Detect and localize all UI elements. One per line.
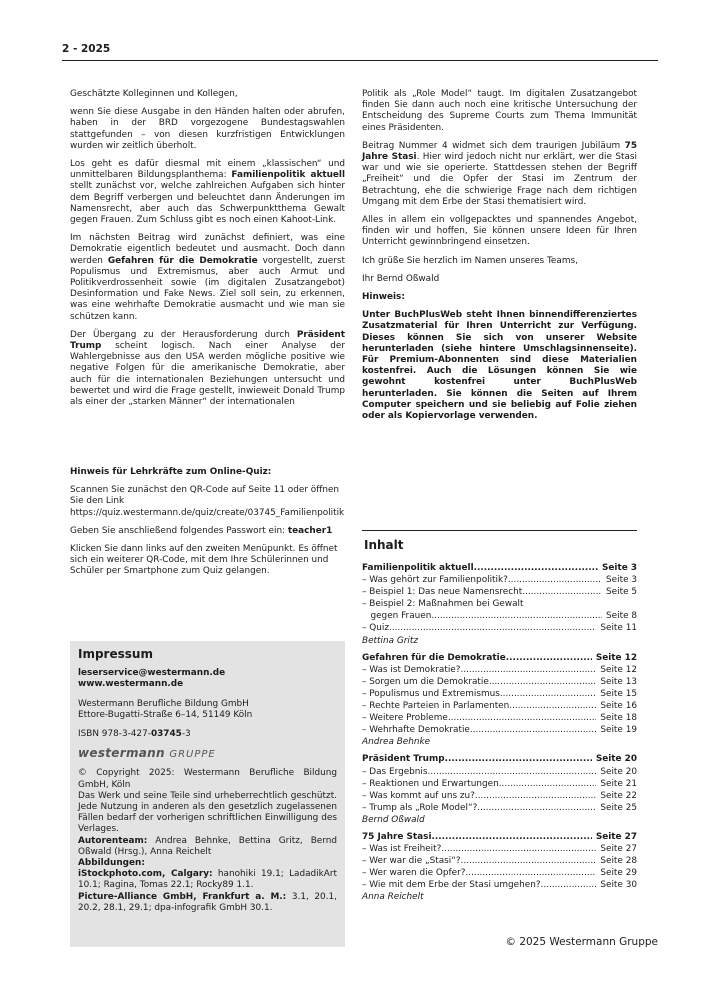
quiz-paragraph: Klicken Sie dann links auf den zweiten Menüpunkt. Es öffnet sich ein weiterer QR-Code, mit dem Ihre Schülerinnen und Schüler per Smartphone zum Quiz gelangen. xyxy=(70,544,338,577)
toc-page-number: Seite 28 xyxy=(600,856,637,867)
toc-entry[interactable]: – Was ist Demokratie? ..... Seite 12 xyxy=(362,664,637,676)
toc-page-number: Seite 13 xyxy=(600,676,637,687)
toc-page-number: Seite 12 xyxy=(600,664,637,675)
toc-entry[interactable]: – Weitere Probleme ..... Seite 18 xyxy=(362,712,637,724)
toc-page-number: Seite 16 xyxy=(600,701,637,712)
toc-entry[interactable]: – Das Ergebnis ..... Seite 20 xyxy=(362,766,637,778)
toc-page-number: Seite 3 xyxy=(602,563,637,573)
toc-entry[interactable]: – Was kommt auf uns zu? ..... Seite 22 xyxy=(362,790,637,802)
image-credit: Picture-Alliance GmbH, Frankfurt a. M.: 3.1, 20.1, 20.2, 28.1, 29.1; dpa-infografik GmbH 30.1. xyxy=(78,891,337,913)
toc-page-number: Seite 20 xyxy=(595,754,637,765)
toc-entry[interactable]: – Was ist Freiheit? ..... Seite 27 xyxy=(362,843,637,855)
logo-main: westermann xyxy=(78,746,165,761)
toc-entry[interactable]: – Was gehört zur Familienpolitik? ..... Seite 3 xyxy=(362,574,637,586)
toc-entry[interactable]: – Wie mit dem Erbe der Stasi umgehen? ..... Seite 30 xyxy=(362,879,637,891)
toc-entry[interactable]: – Reaktionen und Erwartungen ..... Seite 21 xyxy=(362,778,637,790)
logo-sub: GRUPPE xyxy=(169,749,216,761)
toc-entry[interactable]: – Quiz ..... Seite 11 xyxy=(362,622,637,634)
toc-author: Bettina Gritz xyxy=(362,635,418,646)
editorial-paragraph: Alles in allem ein vollgepacktes und spannendes Angebot, finden wir und hoffen, Sie können unsere Ideen für Ihren Unterricht gewinnbringend einsetzen. xyxy=(362,215,637,248)
isbn: ISBN 978-3-427-03745-3 xyxy=(78,729,191,740)
impressum-address: Westermann Berufliche Bildung GmbH Ettore-Bugatti-Straße 6–14, 51149 Köln xyxy=(78,698,253,720)
toc-page-number: Seite 21 xyxy=(600,778,637,789)
editorial-paragraph: Der Übergang zu der Herausforderung durch Präsident Trump scheint logisch. Nach einer Analyse der Wahlergebnisse aus den USA werden mögliche positive wie negative Folgen für die amerikanische Demokratie, aber auch für die internationalen Beziehungen untersucht und bewertet und wird die Frage gestellt, inwieweit Donald Trump als einer der „starken Männer“ der internationalen xyxy=(70,329,345,408)
toc-section-heading[interactable]: Familienpolitik aktuell ..... Seite 3 xyxy=(362,562,637,574)
toc-page-number: Seite 29 xyxy=(600,868,637,879)
toc-page-number: Seite 19 xyxy=(600,725,637,736)
toc-entry[interactable]: – Trump als „Role Model“? ..... Seite 25 xyxy=(362,802,637,814)
web-link[interactable]: www.westermann.de xyxy=(78,679,184,690)
toc-page-number: Seite 27 xyxy=(595,831,637,842)
note-text: Unter BuchPlusWeb steht Ihnen binnendifferenziertes Zusatzmaterial für Ihren Unterricht zur Verfügung. Dieses können Sie sich von unserer Website herunterladen (siehe hintere Umschlagsinnenseite). Für Premium-Abonnenten sind diese Materialien kostenfrei. Auch die Lösungen können Sie wie gewohnt kostenfrei unter BuchPlusWeb herunterladen. Sie können die Seiten auf Ihrem Computer speichern und sie beliebig auf Folie ziehen oder als Kopiervorlage verwenden. xyxy=(362,310,637,422)
toc-page-number: Seite 18 xyxy=(600,713,637,724)
toc-entry[interactable]: – Beispiel 2: Maßnahmen bei Gewalt xyxy=(362,599,524,610)
impressum-contact xyxy=(78,668,337,690)
toc-page-number: Seite 15 xyxy=(600,688,637,699)
toc-entry[interactable]: – Wer war die „Stasi“? ..... Seite 28 xyxy=(362,855,637,867)
quiz-note xyxy=(70,467,345,585)
authors-line: Autorenteam: Andrea Behnke, Bettina Gritz, Bernd Oßwald (Hrsg.), Anna Reichelt xyxy=(78,835,337,857)
toc-page-number: Seite 8 xyxy=(606,611,637,622)
toc-section-heading[interactable]: Präsident Trump ..... Seite 20 xyxy=(362,753,637,765)
editorial-paragraph: Beitrag Nummer 4 widmet sich dem traurigen Jubiläum 75 Jahre Stasi. Hier wird jedoch nicht nur erklärt, wer die Stasi war und wie sie operierte. Stattdessen stehen der Begriff „Freiheit“ und die Opfer der Stasi im Zentrum der Betrachtung, ehe die schwierige Frage nach dem richtigen Umgang mit dem Erbe der Stasi thematisiert wird. xyxy=(362,140,637,207)
rights-text: Das Werk und seine Teile sind urheberrechtlich geschützt. Jede Nutzung in anderen als den gesetzlich zugelassenen Fällen bedarf der vorherigen schriftlichen Einwilligung des Verlages. xyxy=(78,790,337,835)
editorial-paragraph: Los geht es dafür diesmal mit einem „klassischen“ und unmittelbaren Bildungsplanthema: Familienpolitik aktuell stellt zunächst vor, welche zahlreichen Aufgaben sich hinter dem Begriff verbergen und beleuchtet dann Änderungen im Namensrecht, aber auch das Schwerpunktthema Gewalt gegen Frauen. Zum Schluss gibt es noch einen Kahoot-Link. xyxy=(70,159,346,226)
image-credit: iStockphoto.com, Calgary: hanohiki 19.1; LadadikArt 10.1; Ragina, Tomas 22.1; Rocky89 1.1. xyxy=(78,869,337,891)
toc-title: Inhalt xyxy=(364,538,404,552)
salutation: Geschätzte Kolleginnen und Kollegen, xyxy=(70,89,238,99)
footer-copyright: © 2025 Westermann Gruppe xyxy=(505,936,658,948)
topic-familienpolitik: Familienpolitik aktuell xyxy=(231,170,346,181)
toc-page-number: Seite 12 xyxy=(595,652,637,663)
email-link[interactable]: leserservice@westermann.de xyxy=(78,668,226,679)
toc-entry[interactable]: – Wer waren die Opfer? ..... Seite 29 xyxy=(362,867,637,879)
toc-page-number: Seite 22 xyxy=(600,790,637,801)
toc-page-number: Seite 30 xyxy=(600,880,637,891)
toc-entry[interactable]: – Beispiel 1: Das neue Namensrecht ..... Seite 5 xyxy=(362,586,637,598)
header-rule xyxy=(62,60,658,61)
signature: Ihr Bernd Oßwald xyxy=(362,273,440,284)
toc-section xyxy=(362,831,637,904)
quiz-title: Hinweis für Lehrkräfte zum Online-Quiz: xyxy=(70,467,272,477)
topic-stasi: 75 Jahre Stasi xyxy=(362,140,637,163)
editorial-right-column xyxy=(362,89,637,429)
westermann-logo xyxy=(78,748,337,760)
editorial-paragraph: Politik als „Role Model“ taugt. Im digitalen Zusatzangebot finden Sie dann auch noch eine kritische Untersuchung der Entscheidung des Supreme Courts zum Thema Immunität eines Präsidenten. xyxy=(362,89,637,133)
table-of-contents xyxy=(362,562,637,909)
greeting: Ich grüße Sie herzlich im Namen unseres Teams, xyxy=(362,255,578,266)
editorial-paragraph: wenn Sie diese Ausgabe in den Händen halten oder abrufen, haben in der BRD vorgezogene Bundestagswahlen stattgefunden – von diesen kurzfristigen Entwicklungen wurden wir zeitlich überholt. xyxy=(70,107,345,151)
toc-author: Anna Reichelt xyxy=(362,892,424,903)
toc-entry[interactable]: – Sorgen um die Demokratie ..... Seite 13 xyxy=(362,676,637,688)
toc-page-number: Seite 11 xyxy=(600,623,637,634)
note-title: Hinweis: xyxy=(362,292,405,303)
impressum-box xyxy=(70,641,345,947)
topic-demokratie: Gefahren für die Demokratie xyxy=(107,255,258,266)
images-label: Abbildungen: xyxy=(78,858,145,869)
quiz-password-line: Geben Sie anschließend folgendes Passwort ein: teacher1 xyxy=(70,525,333,536)
editorial-left-column xyxy=(70,89,345,415)
toc-entry[interactable]: – Rechte Parteien in Parlamenten ..... Seite 16 xyxy=(362,700,637,712)
toc-page-number: Seite 5 xyxy=(606,587,637,598)
quiz-paragraph: Scannen Sie zunächst den QR-Code auf Seite 11 oder öffnen Sie den Link https://quiz.westermann.de/quiz/create/03745_Familienpolitik xyxy=(70,485,345,518)
toc-author: Bernd Oßwald xyxy=(362,814,425,825)
editorial-paragraph: Im nächsten Beitrag wird zunächst definiert, was eine Demokratie eigentlich bedeutet und ausmacht. Doch dann werden Gefahren für die Demokratie vorgestellt, zuerst Populismus und Extremismus, aber auch Armut und Politikverdrossenheit sowie (im digitalen Zusatzangebot) Desinformation und Fake News. Ziel soll sein, zu erkennen, was eine wehrhafte Demokratie ausmacht und wie man sie schützen kann. xyxy=(70,233,346,322)
toc-section-heading[interactable]: Gefahren für die Demokratie ..... Seite 12 xyxy=(362,652,637,664)
toc-section-heading[interactable]: 75 Jahre Stasi ..... Seite 27 xyxy=(362,831,637,843)
toc-section xyxy=(362,562,637,647)
copyright-text: © Copyright 2025: Westermann Berufliche Bildung GmbH, Köln xyxy=(78,768,337,790)
toc-page-number: Seite 3 xyxy=(606,575,637,586)
topic-trump: Präsident Trump xyxy=(70,329,345,352)
quiz-password: teacher1 xyxy=(287,525,333,536)
toc-rule xyxy=(362,530,637,531)
toc-author: Andrea Behnke xyxy=(362,737,431,748)
toc-section xyxy=(362,652,637,749)
toc-page-number: Seite 27 xyxy=(600,844,637,855)
toc-entry[interactable]: – Wehrhafte Demokratie ..... Seite 19 xyxy=(362,724,637,736)
toc-entry[interactable]: – Populismus und Extremismus ..... Seite 15 xyxy=(362,688,637,700)
impressum-title: Impressum xyxy=(78,647,153,661)
toc-page-number: Seite 25 xyxy=(600,802,637,813)
toc-entry[interactable]: gegen Frauen ..... Seite 8 xyxy=(362,610,637,622)
toc-section xyxy=(362,753,637,826)
toc-page-number: Seite 20 xyxy=(600,766,637,777)
issue-number: 2 - 2025 xyxy=(62,43,111,55)
